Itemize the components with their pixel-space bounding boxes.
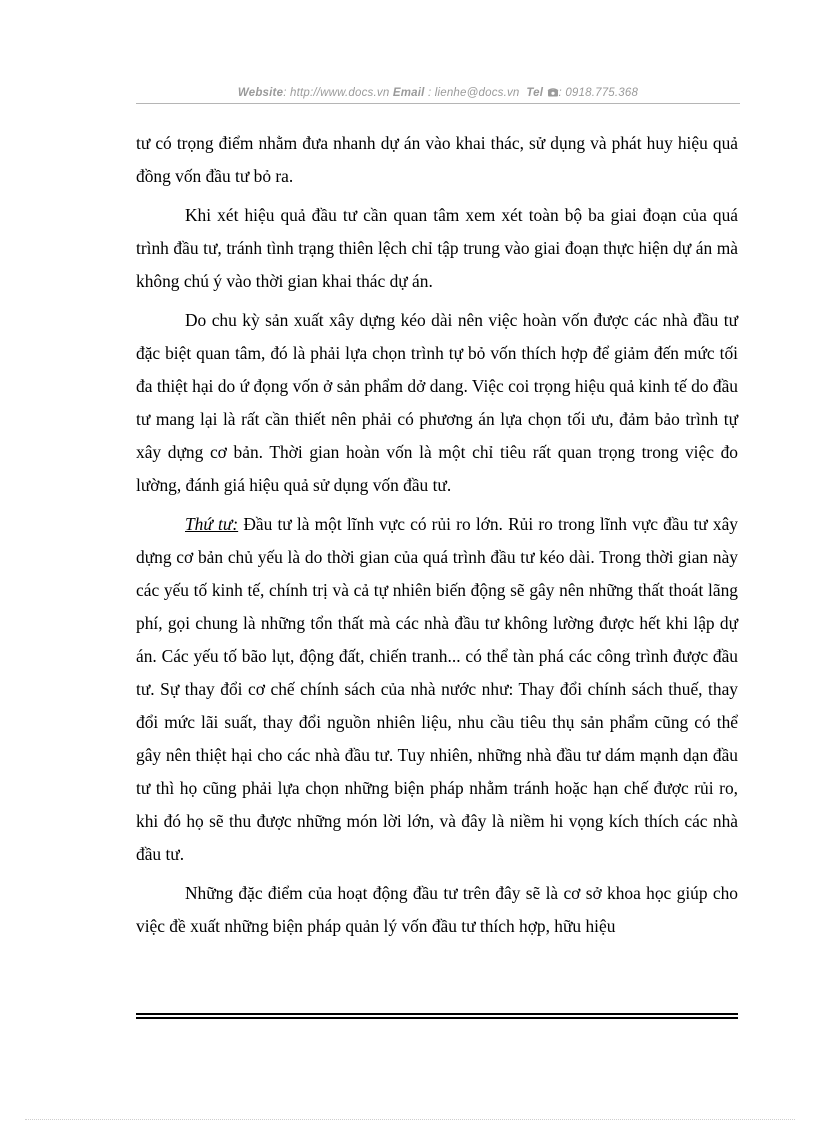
phone-icon bbox=[547, 87, 559, 97]
tel-label: Tel bbox=[526, 87, 544, 99]
header-divider bbox=[136, 103, 740, 104]
paragraph-3: Do chu kỳ sản xuất xây dựng kéo dài nên việc hoàn vốn được các nhà đầu tư đặc biệt quan tâm, đó là phải lựa chọn trình tự bỏ vốn thích hợp để giảm đến mức tối đa thiệt hại do ứ đọng vốn ở sản phẩm dở dang. Việc coi trọng hiệu quả kinh tế do đầu tư mang lại là rất cần thiết nên phải có phương án lựa chọn tối ưu, đảm bảo trình tự xây dựng cơ bản. Thời gian hoàn vốn là một chỉ tiêu rất quan trọng trong việc đo lường, đánh giá hiệu quả sử dụng vốn đầu tư. bbox=[136, 310, 738, 495]
paragraph-4-text: Đầu tư là một lĩnh vực có rủi ro lớn. Rủi ro trong lĩnh vực đầu tư xây dựng cơ bản chủ yếu là do thời gian của quá trình đầu tư kéo dài. Trong thời gian này các yếu tố kinh tế, chính trị và cả tự nhiên biến động sẽ gây nên những thất thoát lãng phí, gọi chung là những tổn thất mà các nhà đầu tư không lường được hết khi lập dự án. Các yếu tố bão lụt, động đất, chiến tranh... có thể tàn phá các công trình được đầu tư. Sự thay đổi cơ chế chính sách của nhà nước như: Thay đổi chính sách thuế, thay đổi mức lãi suất, thay đổi nguồn nhiên liệu, nhu cầu tiêu thụ sản phẩm cũng có thể gây nên thiệt hại cho các nhà đầu tư. Tuy nhiên, những nhà đầu tư dám mạnh dạn đầu tư thì họ cũng phải lựa chọn những biện pháp nhằm tránh hoặc hạn chế được rủi ro, khi đó họ sẽ thu được những món lời lớn, và đây là niềm hi vọng kích thích các nhà đầu tư. bbox=[136, 514, 738, 864]
footer-divider bbox=[136, 1013, 738, 1019]
paragraph-4 bbox=[136, 508, 738, 871]
paragraph-4-label: Thứ tư: bbox=[185, 514, 239, 534]
paragraph-1: tư có trọng điểm nhằm đưa nhanh dự án vào khai thác, sử dụng và phát huy hiệu quả đồng vốn đầu tư bỏ ra. bbox=[136, 133, 738, 186]
email-value: : lienhe@docs.vn bbox=[424, 87, 520, 99]
tel-value: : 0918.775.368 bbox=[558, 87, 639, 99]
document-body bbox=[136, 127, 738, 949]
page-header bbox=[136, 87, 740, 99]
page-bottom-edge bbox=[25, 1119, 795, 1120]
email-label: Email bbox=[392, 87, 425, 99]
paragraph-5: Những đặc điểm của hoạt động đầu tư trên đây sẽ là cơ sở khoa học giúp cho việc đề xuất những biện pháp quản lý vốn đầu tư thích hợp, hữu hiệu bbox=[136, 883, 738, 936]
website-value: : http://www.docs.vn bbox=[283, 87, 390, 99]
paragraph-2: Khi xét hiệu quả đầu tư cần quan tâm xem xét toàn bộ ba giai đoạn của quá trình đầu tư, tránh tình trạng thiên lệch chỉ tập trung vào giai đoạn thực hiện dự án mà không chú ý vào thời gian khai thác dự án. bbox=[136, 205, 738, 291]
website-label: Website bbox=[237, 87, 284, 99]
